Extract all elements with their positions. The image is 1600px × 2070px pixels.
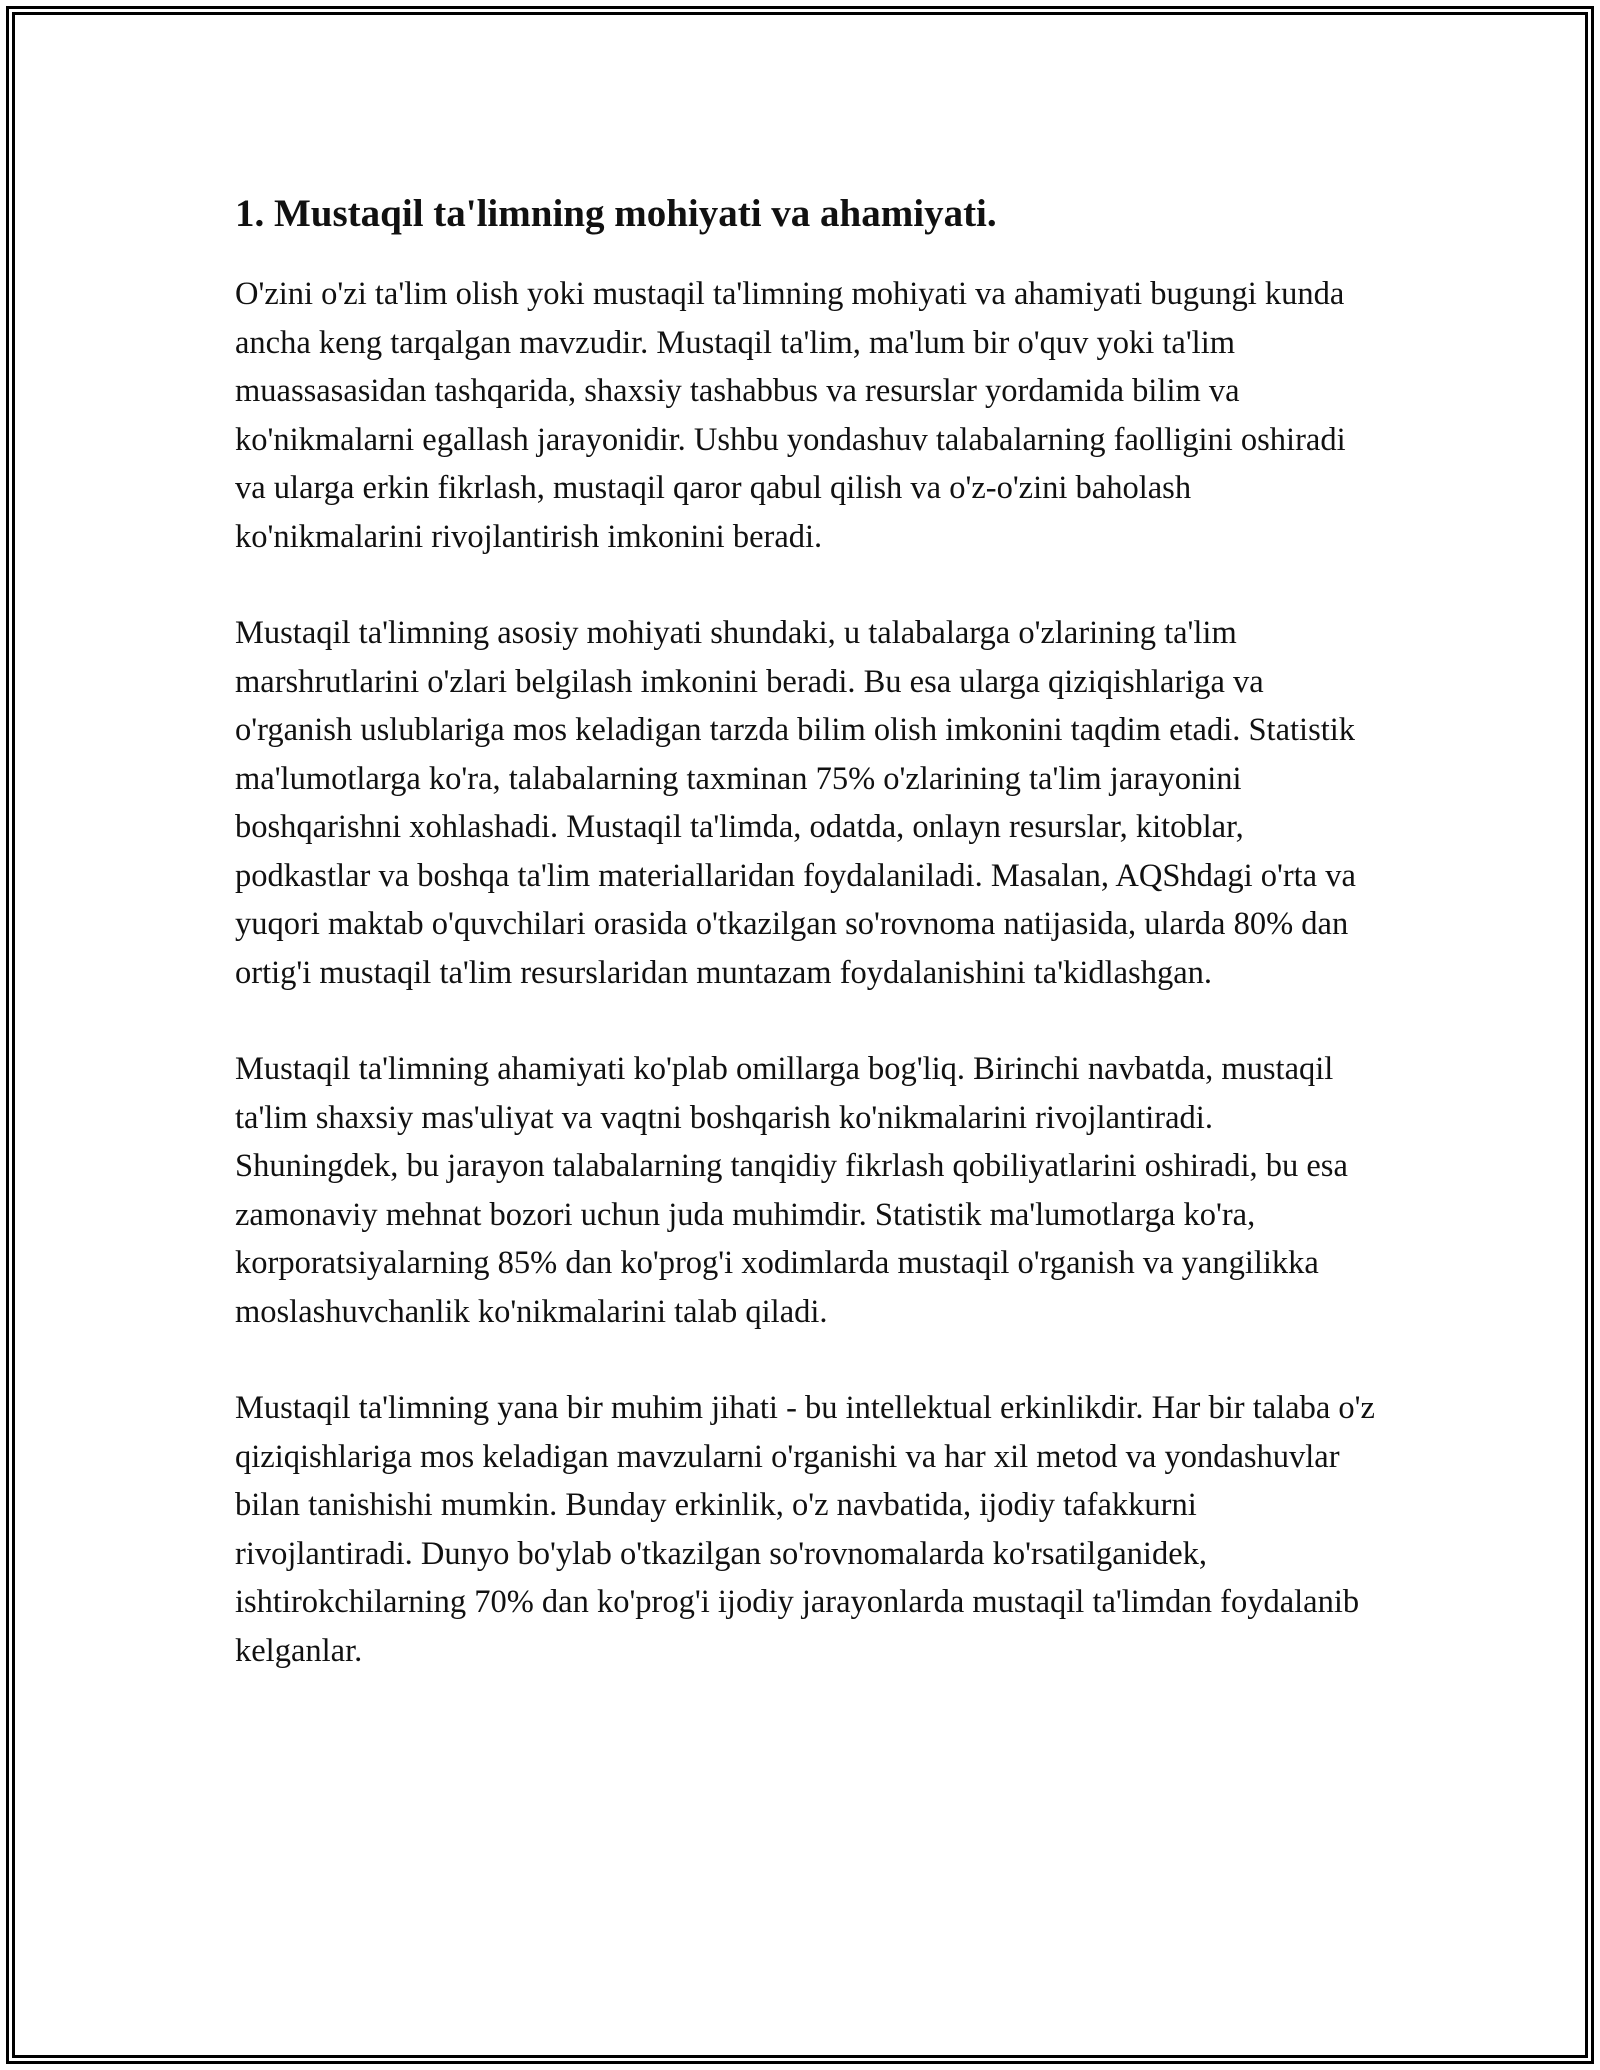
section-heading: 1. Mustaqil ta'limning mohiyati va ahamiyati. bbox=[235, 192, 997, 235]
paragraph-1: O'zini o'zi ta'lim olish yoki mustaqil ta'limning mohiyati va ahamiyati bugungi kunda ancha keng tarqalgan mavzudir. Mustaqil ta'lim, ma'lum bir o'quv yoki ta'lim muassasasidan tashqarida, shaxsiy tashabbus va resurslar yordamida bilim va ko'nikmalarni egallash jarayonidir. Ushbu yondashuv talabalarning faolligini oshiradi va ularga erkin fikrlash, mustaqil qaror qabul qilish va o'z-o'zini baholash ko'nikmalarini rivojlantirish imkonini beradi. bbox=[235, 276, 1346, 555]
paragraph-3: Mustaqil ta'limning ahamiyati ko'plab omillarga bog'liq. Birinchi navbatda, mustaqil ta'lim shaxsiy mas'uliyat va vaqtni boshqarish ko'nikmalarini rivojlantiradi. Shuningdek, bu jarayon talabalarning tanqidiy fikrlash qobiliyatlarini oshiradi, bu esa zamonaviy mehnat bozori uchun juda muhimdir. Statistik ma'lumotlarga ko'ra, korporatsiyalarning 85% dan ko'prog'i xodimlarda mustaqil o'rganish va yangilikka moslashuvchanlik ko'nikmalarini talab qiladi. bbox=[235, 1051, 1348, 1330]
paragraph-2: Mustaqil ta'limning asosiy mohiyati shundaki, u talabalarga o'zlarining ta'lim marshrutlarini o'zlari belgilash imkonini beradi. Bu esa ularga qiziqishlariga va o'rganish uslublariga mos keladigan tarzda bilim olish imkonini taqdim etadi. Statistik ma'lumotlarga ko'ra, talabalarning taxminan 75% o'zlarining ta'lim jarayonini boshqarishni xohlashadi. Mustaqil ta'limda, odatda, onlayn resurslar, kitoblar, podkastlar va boshqa ta'lim materiallaridan foydalaniladi. Masalan, AQShdagi o'rta va yuqori maktab o'quvchilari orasida o'tkazilgan so'rovnoma natijasida, ularda 80% dan ortig'i mustaqil ta'lim resurslaridan muntazam foydalanishini ta'kidlashgan. bbox=[235, 615, 1356, 991]
paragraph-4: Mustaqil ta'limning yana bir muhim jihati - bu intellektual erkinlikdir. Har bir talaba o'z qiziqishlariga mos keladigan mavzularni o'rganishi va har xil metod va yondashuvlar bilan tanishishi mumkin. Bunday erkinlik, o'z navbatida, ijodiy tafakkurni rivojlantiradi. Dunyo bo'ylab o'tkazilgan so'rovnomalarda ko'rsatilganidek, ishtirokchilarning 70% dan ko'prog'i ijodiy jarayonlarda mustaqil ta'limdan foydalanib kelganlar. bbox=[235, 1390, 1375, 1669]
document-body bbox=[235, 186, 1375, 1723]
